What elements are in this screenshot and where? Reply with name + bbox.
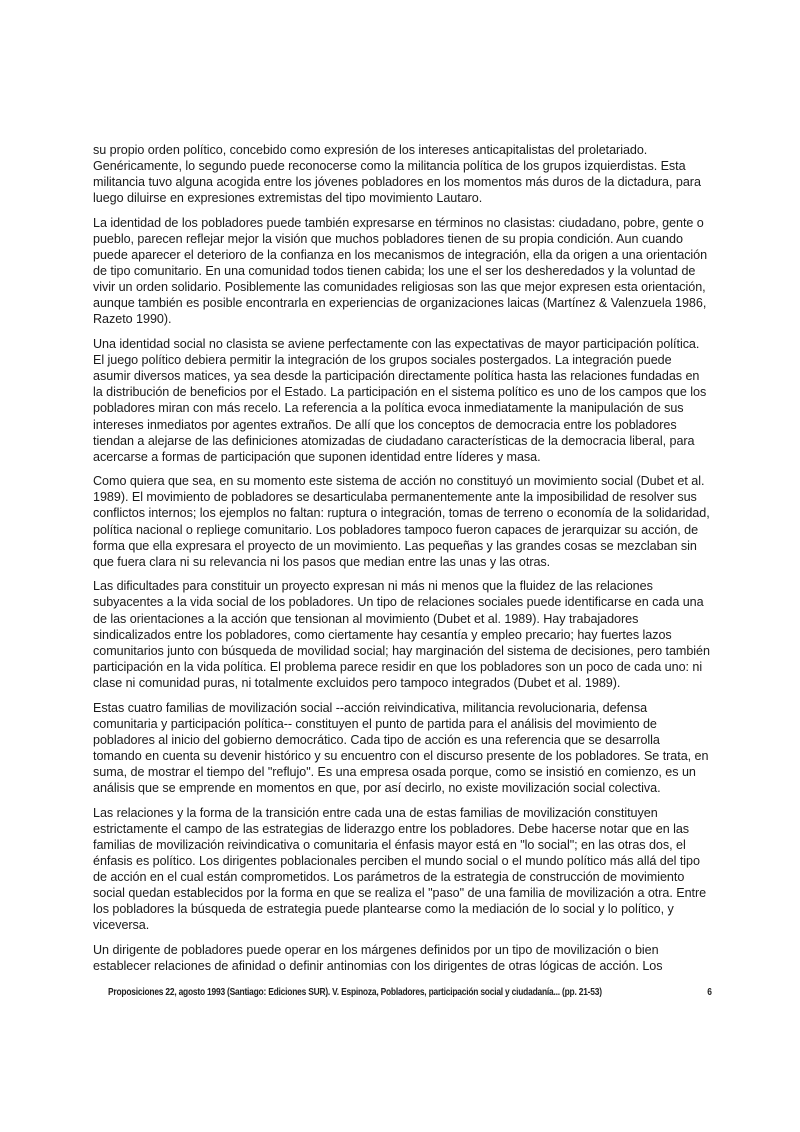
page-number: 6	[707, 987, 712, 998]
page-footer	[108, 987, 712, 998]
paragraph-8: Un dirigente de pobladores puede operar en los márgenes definidos por un tipo de movilización o bien establecer relaciones de afinidad o definir antinomias con los dirigentes de otras lógicas de acción. Los	[93, 942, 663, 973]
footer-citation: Proposiciones 22, agosto 1993 (Santiago: Ediciones SUR). V. Espinoza, Pobladores, participación social y ciudadanía... (pp. 21-53)	[108, 987, 602, 998]
paragraph-5: Las dificultades para constituir un proyecto expresan ni más ni menos que la fluidez de las relaciones subyacentes a la vida social de los pobladores. Un tipo de relaciones sociales puede identificarse en cada una de las orientaciones a la acción que tensionan al movimiento (Dubet et al. 1989). Hay trabajadores sindicalizados entre los pobladores, como ciertamente hay cesantía y empleo precario; hay fuertes lazos comunitarios junto con búsqueda de movilidad social; hay marginación del sistema de decisiones, pero también participación en la vida política. El problema parece residir en que los pobladores son un poco de cada uno: ni clase ni comunidad puras, ni totalmente excluidos pero tampoco integrados (Dubet et al. 1989).	[93, 579, 710, 690]
paragraph-7: Las relaciones y la forma de la transición entre cada una de estas familias de movilización constituyen estrictamente el campo de las estrategias de liderazgo entre los pobladores. Debe hacerse notar que en las familias de movilización reivindicativa o comunitaria el énfasis mayor está en "lo social"; en las otras dos, el énfasis es político. Los dirigentes poblacionales perciben el mundo social o el mundo político más allá del tipo de acción en el cual están comprometidos. Los parámetros de la estrategia de construcción de movimiento social quedan establecidos por la forma en que se realiza el "paso" de una familia de movilización a otra. Entre los pobladores la búsqueda de estrategia puede plantearse como la mediación de lo social y lo político, y viceversa.	[93, 805, 707, 933]
paragraph-1: su propio orden político, concebido como expresión de los intereses anticapitalistas del proletariado. Genéricamente, lo segundo puede reconocerse como la militancia política de los grupos izquierdistas. Esta militancia tuvo alguna acogida entre los jóvenes pobladores en los momentos más duros de la dictadura, para luego diluirse en expresiones extremistas del tipo movimiento Lautaro.	[93, 143, 701, 206]
paragraph-2: La identidad de los pobladores puede también expresarse en términos no clasistas: ciudadano, pobre, gente o pueblo, parecen reflejar mejor la visión que muchos pobladores tienen de su propia condición. Aun cuando puede aparecer el deterioro de la confianza en los mecanismos de integración, ella da origen a una orientación de tipo comunitario. En una comunidad todos tienen cabida; los une el ser los desheredados y la voluntad de vivir un orden solidario. Posiblemente las comunidades religiosas son las que mejor expresen esta orientación, aunque también es posible encontrarla en experiencias de organizaciones laicas (Martínez & Valenzuela 1986, Razeto 1990).	[93, 215, 708, 327]
paragraph-6: Estas cuatro familias de movilización social --acción reivindicativa, militancia revolucionaria, defensa comunitaria y participación política-- constituyen el punto de partida para el análisis del movimiento de pobladores al inicio del gobierno democrático. Cada tipo de acción es una referencia que se desarrolla tomando en cuenta su devenir histórico y su encuentro con el discurso presente de los pobladores. Se trata, en suma, de mostrar el tiempo del "reflujo". Es una empresa osada porque, como se insistió en comienzo, es un análisis que se emprende en momentos en que, por así decirlo, no existe movilización social colectiva.	[93, 700, 709, 795]
paragraph-4: Como quiera que sea, en su momento este sistema de acción no constituyó un movimiento social (Dubet et al. 1989). El movimiento de pobladores se desarticulaba permanentemente ante la imposibilidad de resolver sus conflictos internos; los ejemplos no faltan: ruptura o integración, tomas de terreno o economía de la solidaridad, política nacional o repliege comunitario. Los pobladores tampoco fueron capaces de jerarquizar su acción, de forma que ella expresara el proyecto de un movimiento. Las pequeñas y las grandes cosas se mezclaban sin que fuera clara ni su relevancia ni los pasos que median entre las unas y las otras.	[93, 474, 710, 569]
body-text	[93, 142, 711, 983]
paragraph-3: Una identidad social no clasista se aviene perfectamente con las expectativas de mayor participación política. El juego político debiera permitir la integración de los grupos sociales postergados. La integración puede asumir diversos matices, ya sea desde la participación directamente política hasta las relaciones fundadas en la distribución de beneficios por el Estado. La participación en el sistema político es uno de los campos que los pobladores miran con más recelo. La referencia a la política evoca inmediatamente la manipulación de sus intereses inmediatos por agentes extraños. De allí que los conceptos de democracia entre los pobladores tiendan a alejarse de las definiciones atomizadas de ciudadano características de la democracia liberal, para acercarse a formas de participación que suponen identidad entre líderes y masa.	[93, 337, 707, 464]
